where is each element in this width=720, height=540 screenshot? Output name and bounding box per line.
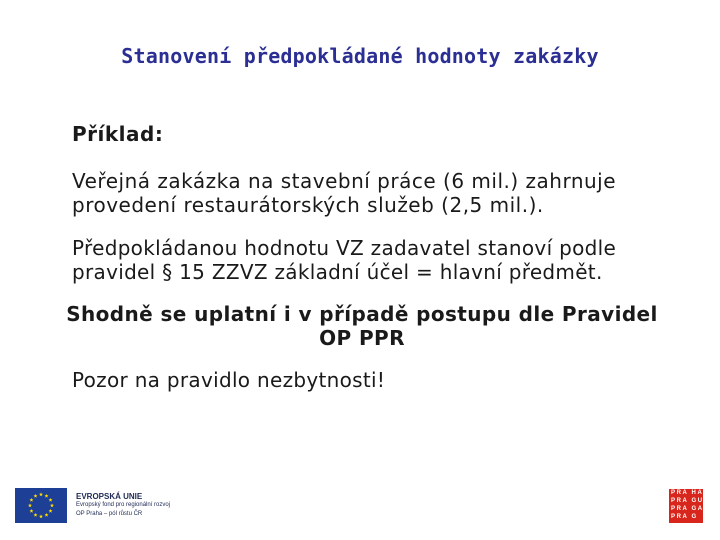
note-paragraph: Pozor na pravidlo nezbytnosti!	[72, 368, 386, 392]
eu-flag-icon	[15, 488, 67, 523]
slide-title: Stanovení předpokládané hodnoty zakázky	[121, 44, 599, 68]
eu-logo-heading: EVROPSKÁ UNIE	[76, 492, 143, 501]
paragraph-1: Veřejná zakázka na stavební práce (6 mil.) zahrnuje provedení restaurátorských služeb (2,5 mil.).	[72, 169, 617, 217]
praha-logo-line: PRA HA	[671, 490, 704, 496]
eu-stars-icon	[15, 488, 67, 523]
eu-logo-line-2: OP Praha – pól růstu ČR	[76, 511, 143, 517]
emphasis-paragraph: Shodně se uplatní i v případě postupu dle Pravidel OP PPR	[66, 302, 658, 350]
eu-star-icon	[29, 509, 33, 513]
paragraph-2: Předpokládanou hodnotu VZ zadavatel stanoví podle pravidel § 15 ZZVZ základní účel = hlavní předmět.	[72, 236, 617, 284]
eu-star-icon	[39, 492, 43, 496]
eu-star-icon	[39, 514, 43, 518]
praha-logo-line: PRA GUE	[671, 498, 710, 504]
eu-star-icon	[29, 498, 33, 502]
eu-star-icon	[49, 509, 53, 513]
eu-star-icon	[34, 513, 38, 517]
eu-logo-line-1: Evropský fond pro regionální rozvoj	[76, 502, 171, 508]
eu-star-icon	[34, 494, 38, 498]
eu-logo-text	[76, 492, 170, 519]
eu-star-icon	[45, 494, 49, 498]
eu-star-icon	[28, 503, 32, 507]
eu-star-icon	[49, 498, 53, 502]
eu-star-icon	[50, 503, 54, 507]
praha-logo	[669, 489, 710, 523]
example-heading: Příklad:	[72, 122, 164, 146]
praha-logo-line: PRA GA	[671, 506, 704, 512]
praha-logo-line: PRA G	[671, 514, 698, 520]
eu-star-icon	[45, 513, 49, 517]
